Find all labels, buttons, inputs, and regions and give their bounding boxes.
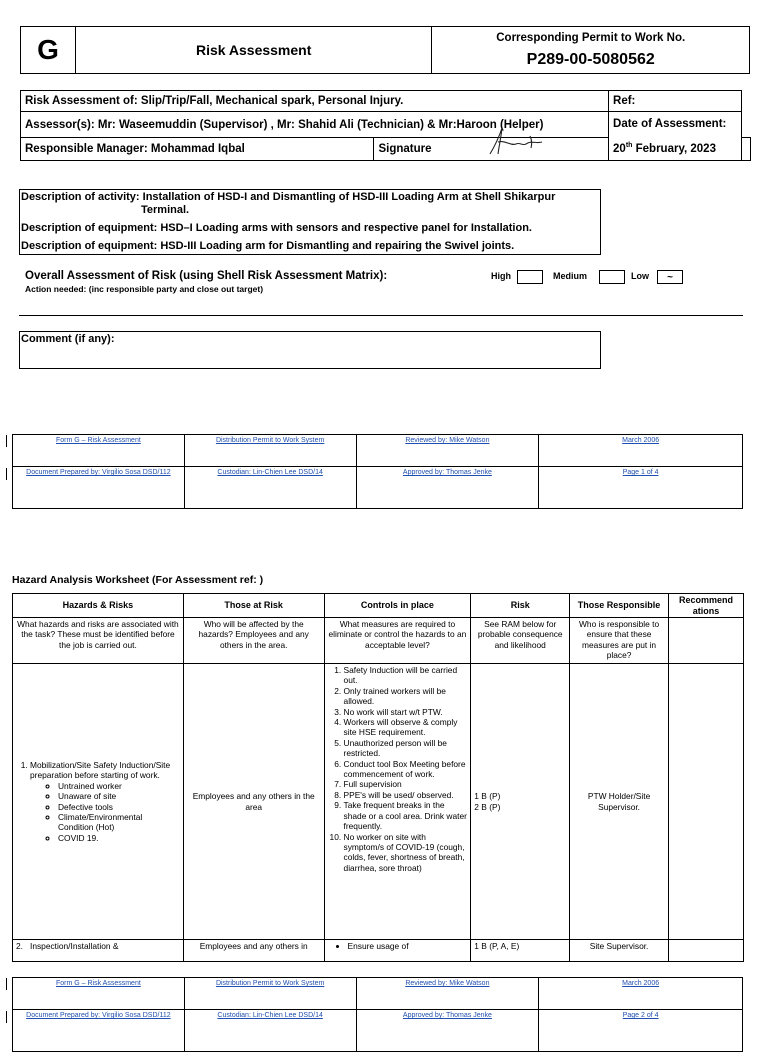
responsible-cell-2: Site Supervisor. <box>570 940 669 962</box>
form-letter: G <box>21 27 76 74</box>
control-item: 10. No worker on site with symptom/s of COVID-19 (cough, colds, fever, shortness of breath, diarrhea, sore throat) <box>344 832 468 874</box>
footer-form-link[interactable]: Form G – Risk Assessment <box>13 978 185 1010</box>
equipment-description-1: Description of equipment: HSD–I Loading arms with sensors and respective panel for Installation. <box>21 222 532 234</box>
control-item: 7. Full supervision <box>344 779 468 789</box>
margin-mark <box>6 468 7 480</box>
footer-form-link[interactable]: Form G – Risk Assessment <box>13 435 185 467</box>
hazard-cell-2: 2. Inspection/Installation & <box>13 940 184 962</box>
col-header-responsible: Those Responsible <box>570 594 669 618</box>
recommendations-cell-1 <box>669 664 744 940</box>
date-value <box>613 135 737 160</box>
footer-table-page-1 <box>12 434 743 509</box>
hazard-bullet-item: ◦ COVID 19. <box>58 833 180 843</box>
subheader-recommendations <box>669 618 744 664</box>
activity-description: Description of activity: Installation of HSD-I and Dismantling of HSD-III Loading Arm at Shell Shikarpur <box>21 191 556 203</box>
margin-mark <box>6 1011 7 1023</box>
control-item: 3. No work will start w/t PTW. <box>344 707 468 717</box>
footer-date-link[interactable]: March 2006 <box>539 978 743 1010</box>
footer-approved-link[interactable]: Approved by: Thomas Jenke <box>356 1010 539 1052</box>
footer-reviewed-link[interactable]: Reviewed by: Mike Watson <box>356 435 539 467</box>
date-suffix: th <box>625 142 633 149</box>
hazard-worksheet-table <box>12 593 744 962</box>
date-day: 20 <box>613 142 626 155</box>
assessment-subject: Risk Assessment of: Slip/Trip/Fall, Mechanical spark, Personal Injury. <box>21 91 609 112</box>
hazard-items-list <box>30 781 180 843</box>
hazard-bullet-item: ◦ Unaware of site <box>58 791 180 801</box>
hazard-cell-1 <box>13 664 184 940</box>
control-item: 2. Only trained workers will be allowed. <box>344 686 468 707</box>
assessment-info-table <box>20 90 751 161</box>
form-header <box>20 26 750 74</box>
at-risk-cell-2: Employees and any others in <box>183 940 324 962</box>
footer-custodian-link[interactable]: Custodian: Lin-Chien Lee DSD/14 <box>184 467 356 509</box>
action-needed-label: Action needed: (inc responsible party and close out target) <box>25 284 264 294</box>
footer-distribution-link[interactable]: Distribution Permit to Work System <box>184 435 356 467</box>
signature-label: Signature <box>378 142 432 155</box>
activity-description-cont: Terminal. <box>141 204 190 216</box>
at-risk-cell-1: Employees and any others in the area <box>183 664 324 940</box>
responsible-cell-1: PTW Holder/Site Supervisor. <box>570 664 669 940</box>
hazard-bullet-item: ◦ Untrained worker <box>58 781 180 791</box>
medium-label: Medium <box>553 271 588 281</box>
divider-line <box>19 315 743 316</box>
risk-rating-1: 1 B (P) <box>474 791 501 802</box>
hazard-bullet-item: ◦ Climate/Environmental Condition (Hot) <box>58 812 180 833</box>
footer-page-link[interactable]: Page 1 of 4 <box>539 467 743 509</box>
subheader-responsible: Who is responsible to ensure that these measures are put in place? <box>570 618 669 664</box>
col-header-at-risk: Those at Risk <box>183 594 324 618</box>
footer-custodian-link[interactable]: Custodian: Lin-Chien Lee DSD/14 <box>184 1010 356 1052</box>
assessors: Assessor(s): Mr: Waseemuddin (Supervisor) , Mr: Shahid Ali (Technician) & Mr:Haroon (Helper) <box>21 112 609 138</box>
equipment-description-2: Description of equipment: HSD-III Loading arm for Dismantling and repairing the Swivel joints. <box>21 240 515 252</box>
col-header-controls: Controls in place <box>324 594 471 618</box>
subheader-at-risk: Who will be affected by the hazards? Employees and any others in the area. <box>183 618 324 664</box>
high-checkbox[interactable] <box>517 270 543 284</box>
footer-reviewed-link[interactable]: Reviewed by: Mike Watson <box>356 978 539 1010</box>
worksheet-title: Hazard Analysis Worksheet (For Assessment ref: ) <box>12 574 264 586</box>
footer-prepared-link[interactable]: Document Prepared by: Virgilio Sosa DSD/112 <box>13 467 185 509</box>
subheader-risk: See RAM below for probable consequence and likelihood <box>471 618 570 664</box>
signature-cell <box>374 138 609 161</box>
controls-cell-2 <box>324 940 471 962</box>
control-2-item: • Ensure usage of <box>348 941 468 951</box>
date-rest: February, 2023 <box>632 142 716 155</box>
permit-label: Corresponding Permit to Work No. <box>496 32 686 44</box>
footer-table-page-2 <box>12 977 743 1052</box>
footer-prepared-link[interactable]: Document Prepared by: Virgilio Sosa DSD/112 <box>13 1010 185 1052</box>
control-item: 9. Take frequent breaks in the shade or a cool area. Drink water frequently. <box>344 800 468 831</box>
high-label: High <box>491 271 511 281</box>
permit-cell <box>432 27 750 74</box>
margin-mark <box>6 978 7 990</box>
control-item: 5. Unauthorized person will be restricted. <box>344 738 468 759</box>
hazard-intro-1: 1. Mobilization/Site Safety Induction/Site preparation before starting of work. ◦ Untrained worker ◦ Unaware of site ◦ Defective tools ◦ Climate/Environmental Condition (Hot) ◦ COVID 19. <box>30 760 180 843</box>
subheader-hazards: What hazards and risks are associated with the task? These must be identified before the job is carried out. <box>13 618 184 664</box>
ref-label: Ref: <box>609 91 742 112</box>
col-header-recommendations: Recommend ations <box>669 594 744 618</box>
footer-date-link[interactable]: March 2006 <box>539 435 743 467</box>
low-checkbox[interactable]: ~ <box>657 270 683 284</box>
permit-number: P289-00-5080562 <box>526 51 655 68</box>
recommendations-cell-2 <box>669 940 744 962</box>
col-header-hazards: Hazards & Risks <box>13 594 184 618</box>
medium-checkbox[interactable] <box>599 270 625 284</box>
control-item: 1. Safety Induction will be carried out. <box>344 665 468 686</box>
risk-rating-2: 2 B (P) <box>474 801 501 812</box>
date-label: Date of Assessment: <box>613 118 727 130</box>
subheader-controls: What measures are required to eliminate or control the hazards to an acceptable level? <box>324 618 471 664</box>
handwritten-signature <box>486 124 566 158</box>
hazard-2-text: Inspection/Installation & <box>30 941 119 951</box>
controls-cell-1 <box>324 664 471 940</box>
col-header-risk: Risk <box>471 594 570 618</box>
controls-list <box>328 665 468 873</box>
footer-approved-link[interactable]: Approved by: Thomas Jenke <box>356 467 539 509</box>
risk-cell-2: 1 B (P, A, E) <box>471 940 570 962</box>
margin-mark <box>6 435 7 447</box>
footer-page-link[interactable]: Page 2 of 4 <box>539 1010 743 1052</box>
date-of-assessment <box>609 112 742 161</box>
comment-box[interactable] <box>19 331 601 369</box>
description-box <box>19 189 601 255</box>
footer-distribution-link[interactable]: Distribution Permit to Work System <box>184 978 356 1010</box>
empty-cell <box>742 138 751 161</box>
low-label: Low <box>631 271 649 281</box>
overall-assessment-label: Overall Assessment of Risk (using Shell Risk Assessment Matrix): <box>25 270 388 282</box>
control-item: 4. Workers will observe & comply site HSE requirement. <box>344 717 468 738</box>
hazard-bullet-item: ◦ Defective tools <box>58 802 180 812</box>
form-title: Risk Assessment <box>75 27 431 74</box>
control-item: 8. PPE's will be used/ observed. <box>344 790 468 800</box>
responsible-manager: Responsible Manager: Mohammad Iqbal <box>21 138 374 161</box>
control-item: 6. Conduct tool Box Meeting before commencement of work. <box>344 759 468 780</box>
comment-label: Comment (if any): <box>21 333 115 345</box>
risk-cell-1 <box>471 664 570 940</box>
